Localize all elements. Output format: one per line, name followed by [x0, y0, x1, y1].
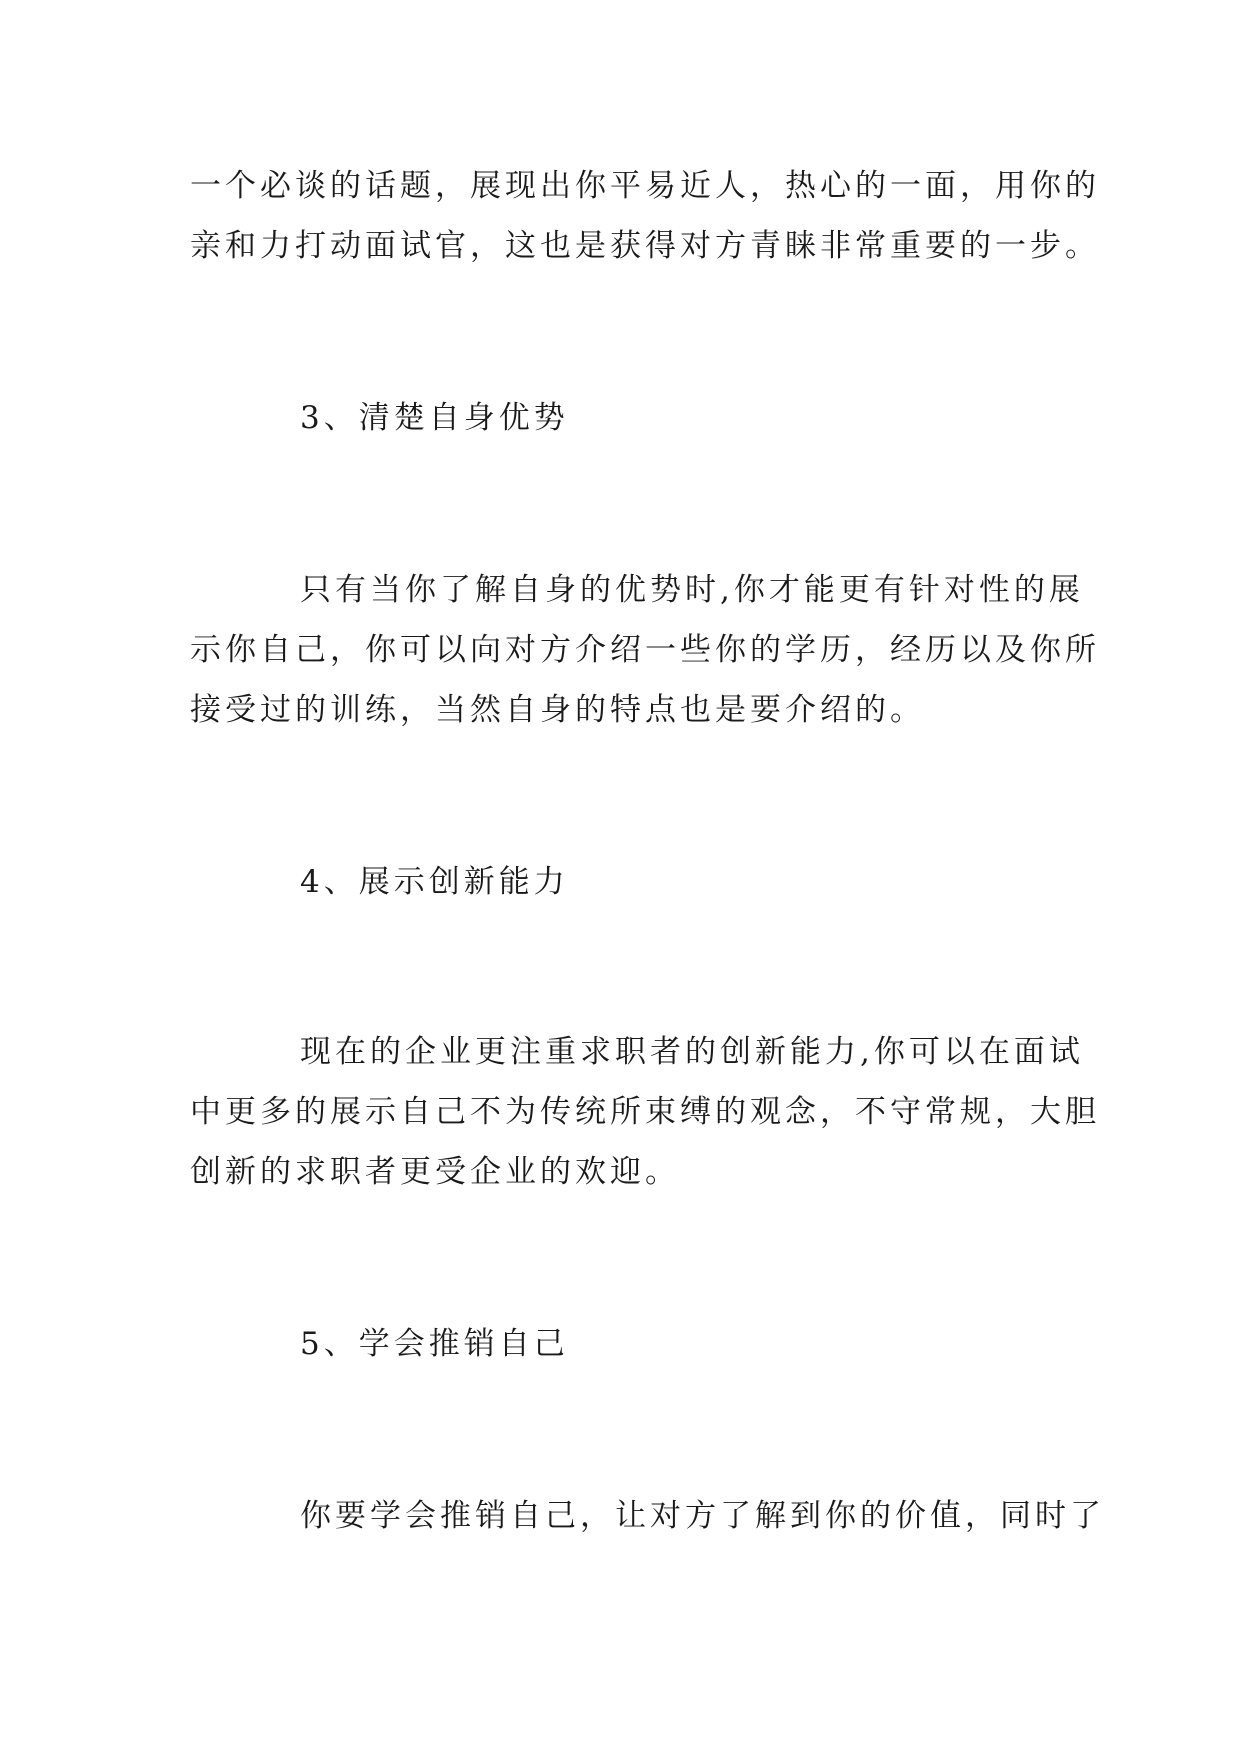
paragraph-line: 亲和力打动面试官，这也是获得对方青睐非常重要的一步。: [190, 228, 1100, 264]
paragraph-line: 示你自己，你可以向对方介绍一些你的学历，经历以及你所: [190, 632, 1100, 668]
paragraph-line: 中更多的展示自己不为传统所束缚的观念，不守常规，大胆: [190, 1094, 1100, 1130]
paragraph-line: 现在的企业更注重求职者的创新能力,你可以在面试: [300, 1034, 1084, 1070]
section-heading-4: 4、展示创新能力: [300, 864, 569, 900]
paragraph-line: 只有当你了解自身的优势时,你才能更有针对性的展: [300, 572, 1084, 608]
paragraph-line: 你要学会推销自己，让对方了解到你的价值，同时了: [300, 1498, 1105, 1534]
paragraph-line: 创新的求职者更受企业的欢迎。: [190, 1154, 680, 1190]
paragraph-line: 一个必谈的话题，展现出你平易近人，热心的一面，用你的: [190, 168, 1100, 204]
paragraph-line: 接受过的训练，当然自身的特点也是要介绍的。: [190, 692, 925, 728]
section-heading-5: 5、学会推销自己: [300, 1326, 569, 1362]
section-heading-3: 3、清楚自身优势: [300, 400, 569, 436]
